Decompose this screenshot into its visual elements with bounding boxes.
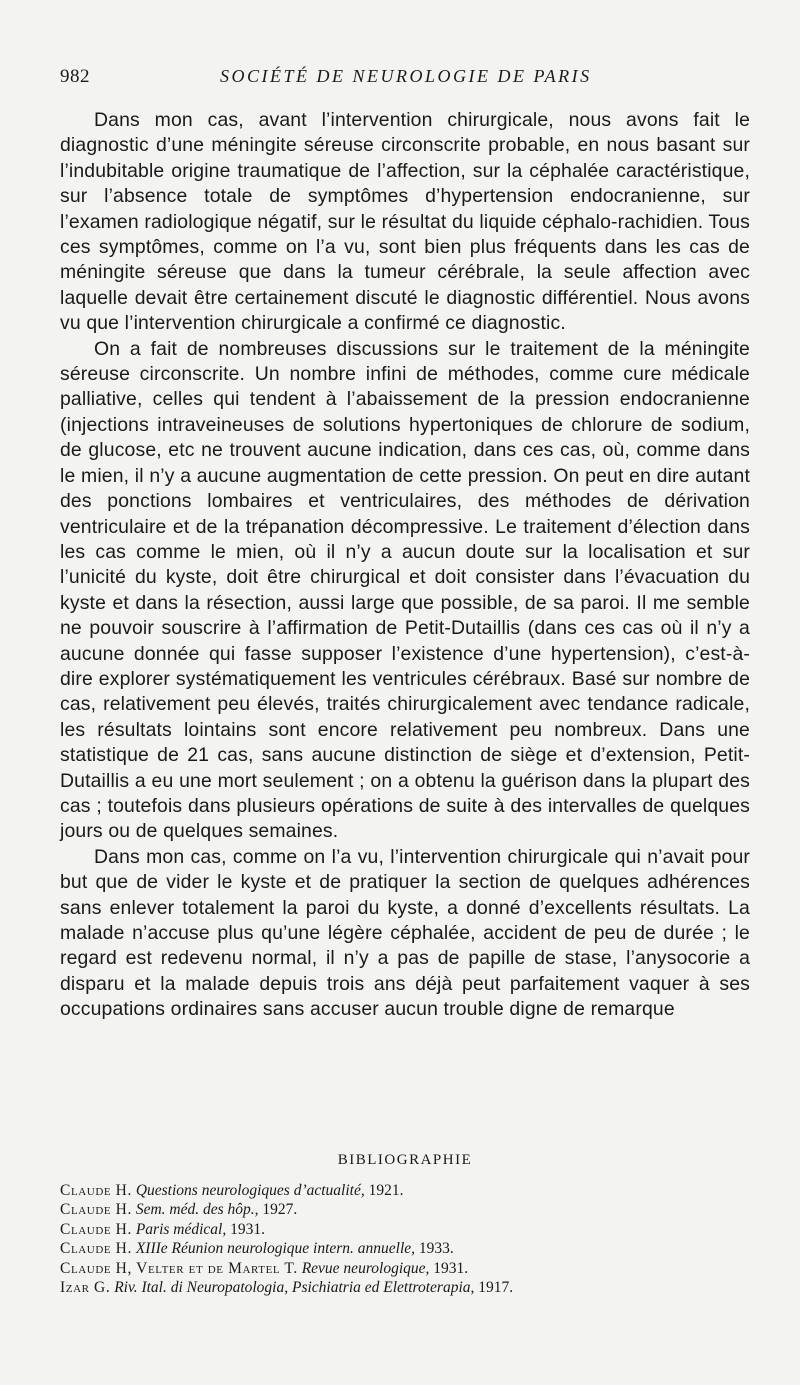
body-text	[60, 108, 750, 1023]
page-number: 982	[60, 66, 90, 87]
bibliography-author: Claude H.	[60, 1220, 132, 1238]
bibliography-title: Sem. méd. des hôp.,	[135, 1201, 259, 1219]
running-head: SOCIÉTÉ DE NEUROLOGIE DE PARIS	[220, 66, 592, 86]
bibliography-author: Claude H, Velter et de Martel T.	[60, 1259, 298, 1277]
bibliography-year: 1931.	[429, 1259, 469, 1277]
bibliography-entry	[60, 1181, 750, 1200]
paragraph-2: On a fait de nombreuses discussions sur le traitement de la méningite séreuse circonscrite. Un nombre infini de méthodes, comme cure médicale palliative, celles qui tendent à l’abaissement de la pression endocranienne (injections intraveineuses de solutions hypertoniques de chlorure de sodium, de glucose, etc ne trouvent aucune indication, dans ces cas, où, comme dans le mien, il n’y a aucune augmentation de cette pression. On peut en dire autant des ponctions lombaires et ventriculaires, des méthodes de dérivation ventriculaire et de la trépanation décompressive. Le traitement d’élection dans les cas comme le mien, où il n’y a aucun doute sur la localisation et sur l’unicité du kyste, doit être chirurgical et doit consister dans l’évacuation du kyste et dans la résection, aussi large que possible, de sa paroi. Il me semble ne pouvoir souscrire à l’affirmation de Petit-Dutaillis (dans ces cas où il n’y a aucune donnée qui fasse supposer l’existence d’une hypertension), c’est-à-dire explorer systématiquement les ventricules cérébraux. Basé sur nombre de cas, relativement peu élevés, traités chirurgicalement avec tendance radicale, les résultats lointains sont encore relativement peu nombreux. Dans une statistique de 21 cas, sans aucune distinction de siège et d’extension, Petit-Dutaillis a eu une mort seulement ; on a obtenu la guérison dans la plupart des cas ; toutefois dans plusieurs opérations de suite à des intervalles de quelques jours ou de quelques semaines.	[60, 337, 750, 843]
bibliography-author: Claude H.	[60, 1182, 132, 1199]
bibliography-author: Claude H.	[60, 1201, 132, 1219]
bibliography-year: 1927.	[258, 1201, 298, 1219]
bibliography-author: Claude H.	[60, 1240, 132, 1258]
bibliography-year: 1921.	[364, 1182, 404, 1199]
bibliography-author: Izar G.	[60, 1279, 111, 1297]
bibliography-year: 1933.	[415, 1240, 454, 1258]
bibliography-year: 1931.	[226, 1220, 265, 1238]
bibliography-entry	[60, 1259, 750, 1278]
bibliography-title: Paris médical,	[135, 1220, 227, 1238]
bibliography-entry	[60, 1200, 750, 1219]
bibliography-heading: BIBLIOGRAPHIE	[337, 1152, 473, 1168]
page-header	[60, 66, 740, 96]
bibliography-title: Riv. Ital. di Neuropatologia, Psichiatria ed Elettroterapia,	[114, 1279, 475, 1297]
bibliography-list	[60, 1181, 750, 1297]
paragraph-1: Dans mon cas, avant l’intervention chirurgicale, nous avons fait le diagnostic d’une méningite séreuse circonscrite probable, en nous basant sur l’indubitable origine traumatique de l’affection, sur la céphalée caractéristique, sur l’absence totale de symptômes d’hypertension endocranienne, sur l’examen radiologique négatif, sur le résultat du liquide céphalo-rachidien. Tous ces symptômes, comme on l’a vu, sont bien plus fréquents dans les cas de méningite séreuse que dans la tumeur cérébrale, la seule affection avec laquelle devait être certainement discuté le diagnostic différentiel. Nous avons vu que l’intervention chirurgicale a confirmé ce diagnostic.	[60, 109, 750, 335]
bibliography-title: XIIIe Réunion neurologique intern. annuelle,	[135, 1240, 416, 1258]
bibliography-entry	[60, 1220, 750, 1239]
bibliography-title: Revue neurologique,	[301, 1259, 430, 1277]
bibliography-year: 1917.	[474, 1279, 514, 1297]
bibliography-entry	[60, 1239, 750, 1258]
bibliography-title: Questions neurologiques d’actualité,	[135, 1182, 365, 1199]
bibliography-entry	[60, 1278, 750, 1297]
paragraph-3: Dans mon cas, comme on l’a vu, l’intervention chirurgicale qui n’avait pour but que de vider le kyste et de pratiquer la section de quelques adhérences sans enlever totalement la paroi du kyste, a donné d’excellents résultats. La malade n’accuse plus qu’une légère céphalée, accident de peu de durée ; le regard est redevenu normal, il n’y a pas de papille de stase, l’anysocorie a disparu et la malade depuis trois ans déjà peut parfaitement vaquer à ses occupations ordinaires sans accuser aucun trouble digne de remarque	[60, 845, 750, 1021]
